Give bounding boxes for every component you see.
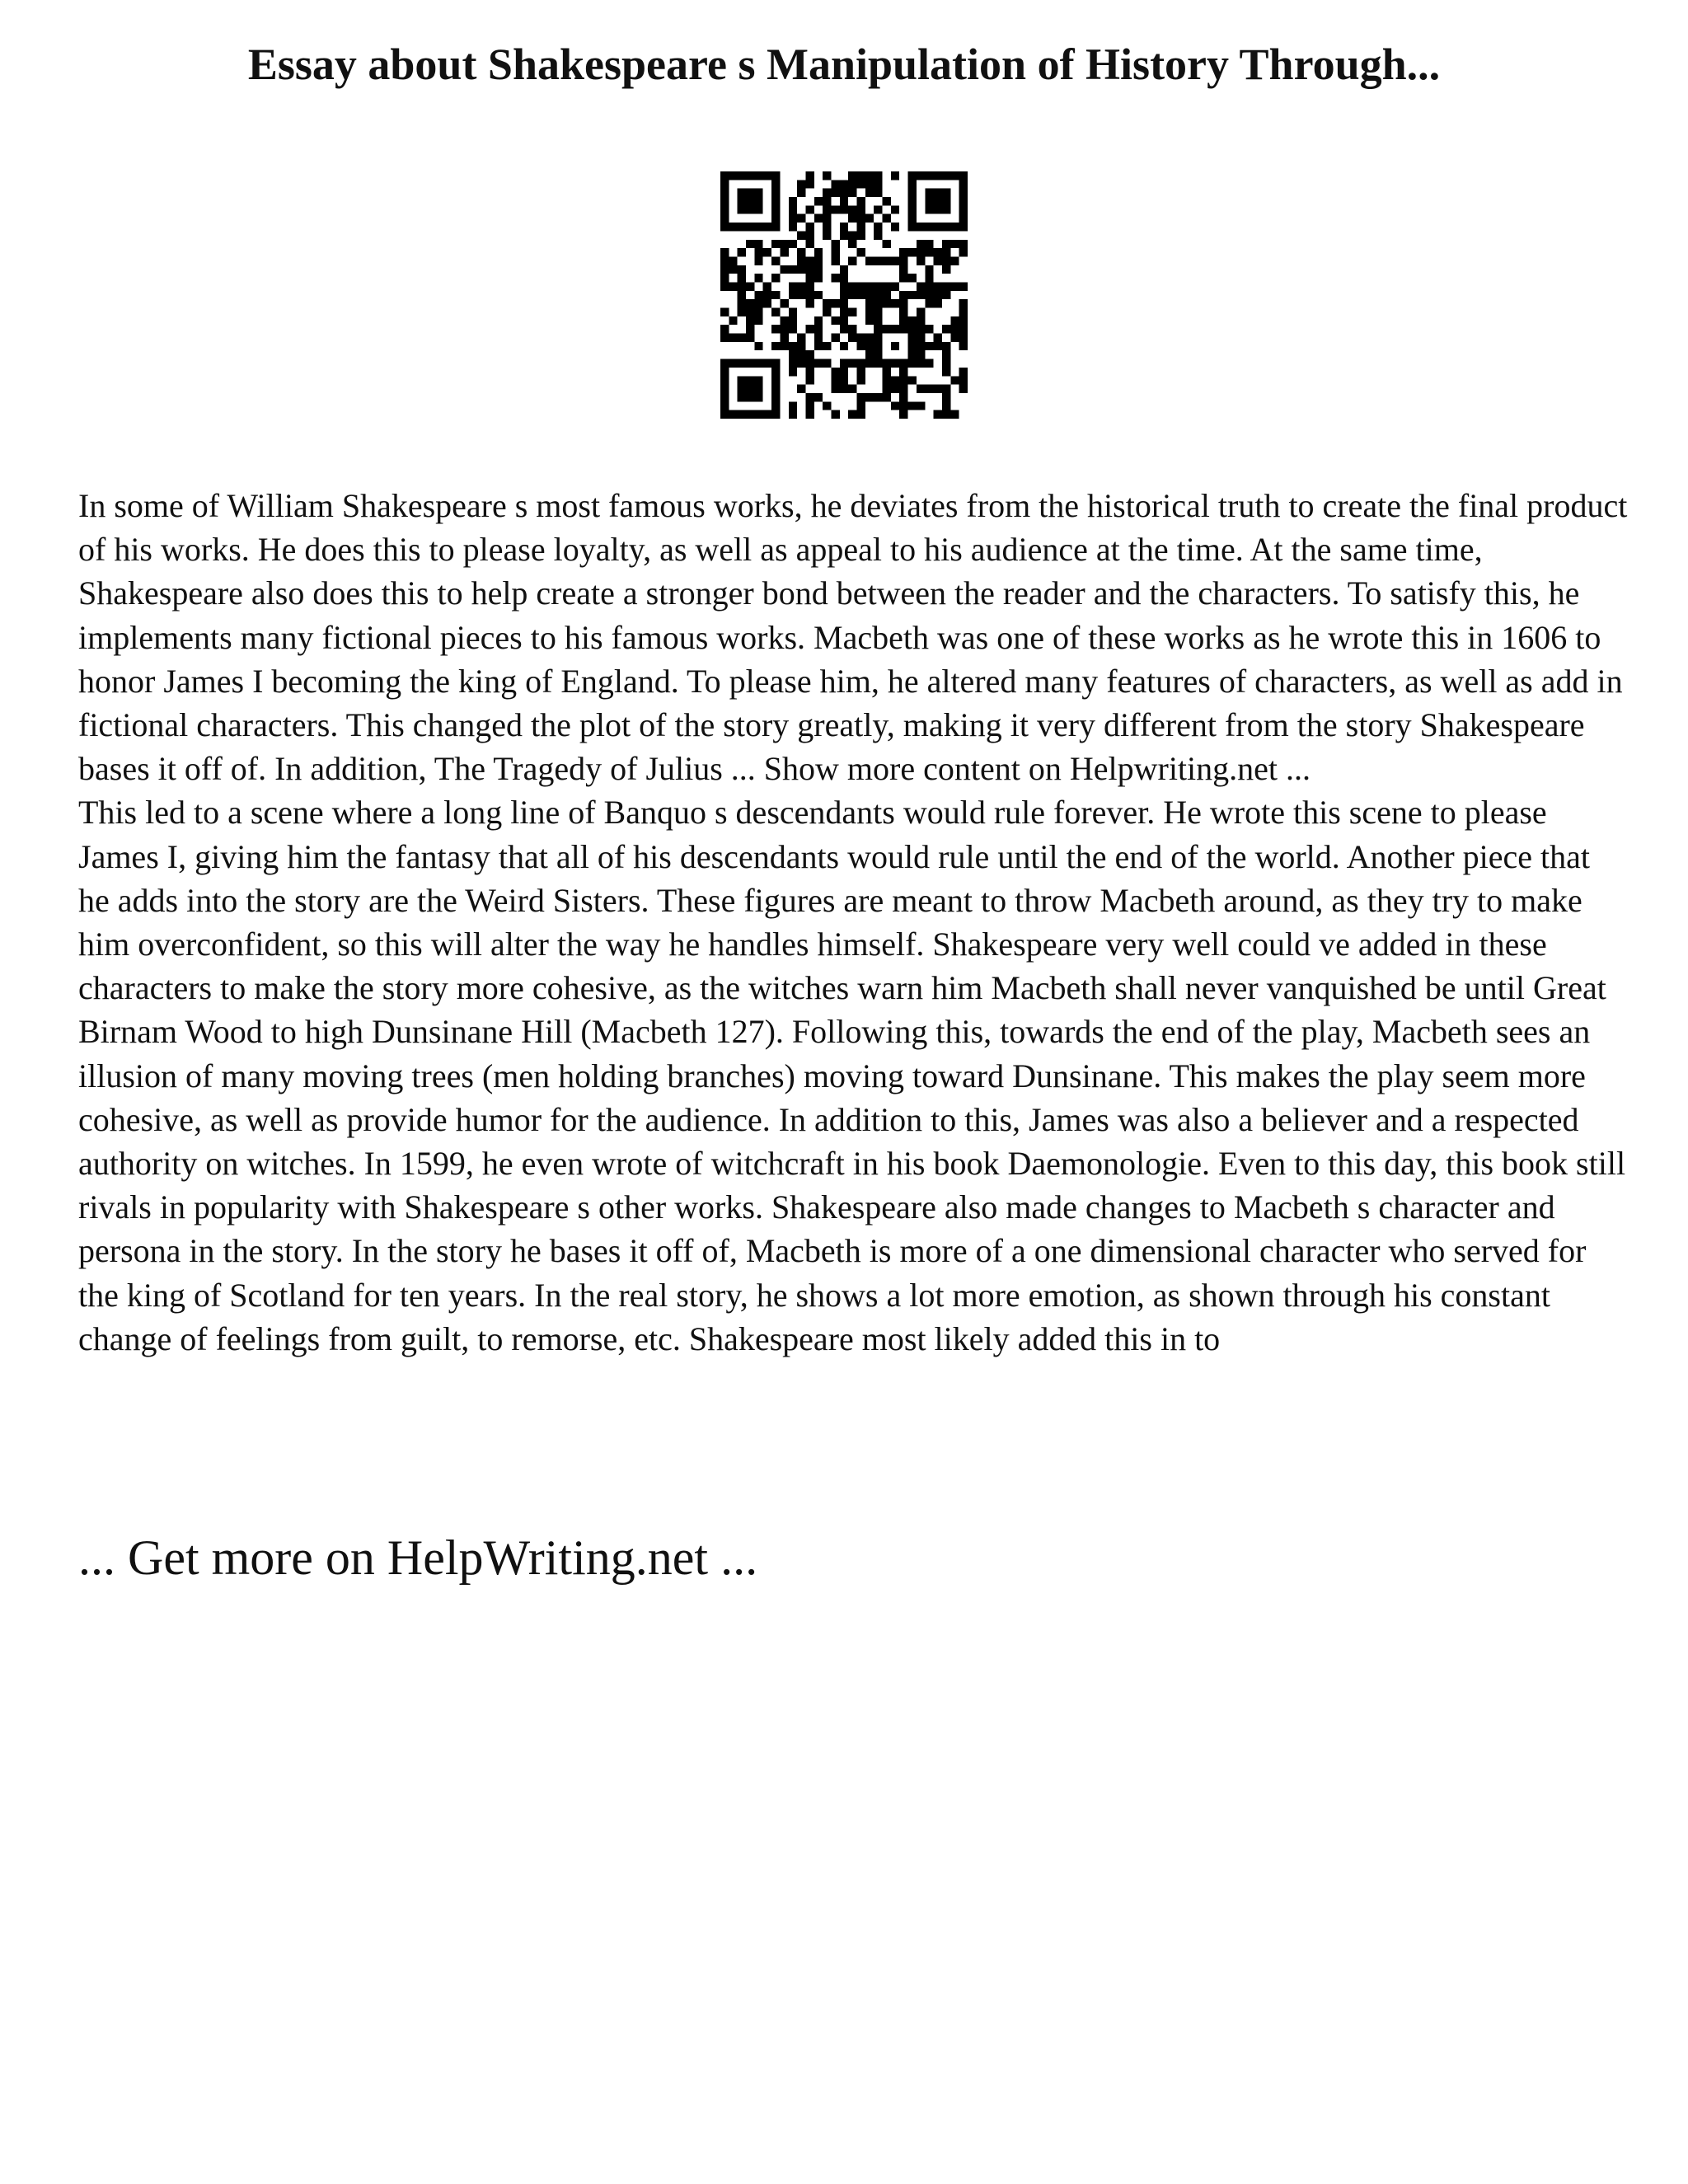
essay-body xyxy=(78,484,1628,1361)
essay-paragraph-2: This led to a scene where a long line of Banquo s descendants would rule forever. He wrote this scene to please James I, giving him the fantasy that all of his descendants would rule until the end of the world. Another piece that he adds into the story are the Weird Sisters. These figures are meant to throw Macbeth around, as they try to make him overconfident, so this will alter the way he handles himself. Shakespeare very well could ve added in these characters to make the story more cohesive, as the witches warn him Macbeth shall never vanquished be until Great Birnam Wood to high Dunsinane Hill (Macbeth 127). Following this, towards the end of the play, Macbeth sees an illusion of many moving trees (men holding branches) moving toward Dunsinane. This makes the play seem more cohesive, as well as provide humor for the audience. In addition to this, James was also a believer and a respected authority on witches. In 1599, he even wrote of witchcraft in his book Daemonologie. Even to this day, this book still rivals in popularity with Shakespeare s other works. Shakespeare also made changes to Macbeth s character and persona in the story. In the story he bases it off of, Macbeth is more of a one dimensional character who served for the king of Scotland for ten years. In the real story, he shows a lot more emotion, as shown through his constant change of feelings from guilt, to remorse, etc. Shakespeare most likely added this in to xyxy=(78,794,1626,1357)
qr-code-icon xyxy=(720,171,968,419)
essay-paragraph-1: In some of William Shakespeare s most famous works, he deviates from the historical truth to create the final product of his works. He does this to please loyalty, as well as appeal to his audience at the time. At the same time, Shakespeare also does this to help create a stronger bond between the reader and the characters. To satisfy this, he implements many fictional pieces to his famous works. Macbeth was one of these works as he wrote this in 1606 to honor James I becoming the king of England. To please him, he altered many features of characters, as well as add in fictional characters. This changed the plot of the story greatly, making it very different from the story Shakespeare bases it off of. In addition, The Tragedy of Julius ... Show more content on Helpwriting.net ... xyxy=(78,487,1628,788)
document-title: Essay about Shakespeare s Manipulation of History Through... xyxy=(247,40,1441,89)
get-more-link[interactable]: ... Get more on HelpWriting.net ... xyxy=(78,1530,758,1585)
